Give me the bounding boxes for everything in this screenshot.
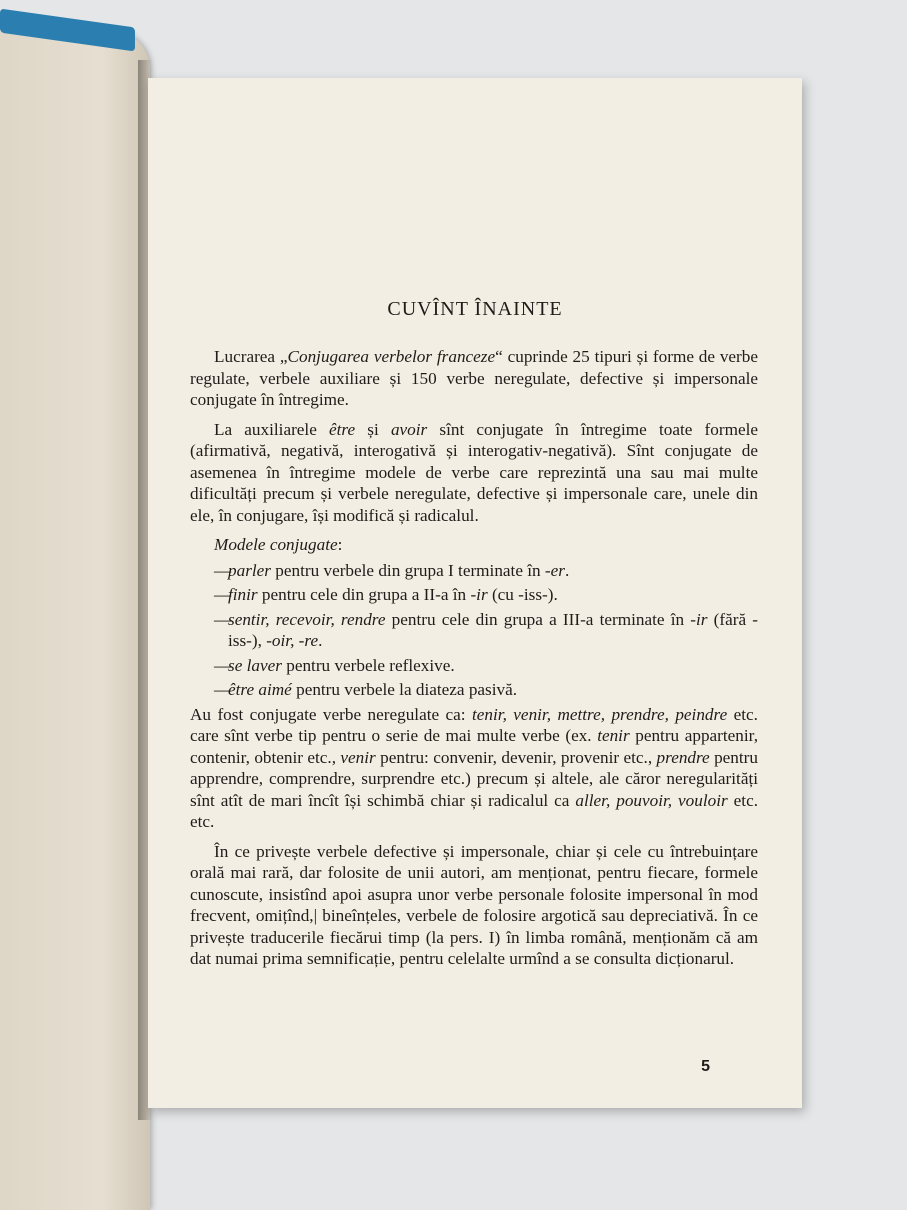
list-item: —parler pentru verbele din grupa I terminate în -er.: [214, 560, 570, 580]
paragraph-auxiliaries: La auxiliarele être și avoir sînt conjugate în întregime toate formele (afirmativă, negativă, interogativă și interogativ-negativă). Sînt conjugate de asemenea în întregime modele de verbe care reprezintă una sau mai multe dificultăți precum și verbele neregulate, defective și impersonale care, unele din ele, în conjugare, își modifică și radicalul.: [190, 419, 758, 525]
book-page: [148, 78, 802, 1108]
left-page: [0, 30, 150, 1210]
list-item: —sentir, recevoir, rendre pentru cele din grupa a III-a terminate în -ir (fără -iss-), -oir, -re.: [214, 609, 758, 650]
page-number: 5: [701, 1058, 710, 1075]
paragraph-irregular: Au fost conjugate verbe neregulate ca: tenir, venir, mettre, prendre, peindre etc. care sînt verbe tip pentru o serie de mai multe verbe (ex. tenir pentru appartenir, contenir, obtenir etc., venir pentru: convenir, devenir, provenir etc., prendre pentru apprendre, comprendre, surprendre etc.) precum și altele, ale căror neregularități sînt atît de mari încît își schimbă chiar și radicalul ca aller, pouvoir, vouloir etc. etc.: [190, 704, 758, 831]
work-title: Conjugarea verbelor franceze: [287, 347, 496, 366]
paragraph-defective: În ce privește verbele defective și impersonale, chiar și cele cu întrebuințare orală mai rară, dar folosite de unii autori, am menționat, pentru fiecare, formele cunoscute, insistînd apoi asupra unor verbe personale folosite impersonal în mod frecvent, omițînd,| bineînțeles, verbele de folosire argotică sau depreciativă. În ce privește traducerile fiecărui timp (la pers. I) în limba română, menționăm că am dat numai prima semnificație, pentru celelalte urmînd a se consulta dicționarul.: [190, 841, 758, 968]
models-heading: Modele conjugate:: [214, 535, 343, 554]
list-item: —finir pentru cele din grupa a II-a în -ir (cu -iss-).: [214, 585, 558, 604]
page-title: CUVÎNT ÎNAINTE: [387, 298, 563, 320]
page-body: [190, 346, 758, 978]
list-item: —se laver pentru verbele reflexive.: [214, 655, 455, 675]
paragraph-intro: Lucrarea „Conjugarea verbelor franceze“ cuprinde 25 tipuri și forme de verbe regulate, verbele auxiliare și 150 verbe neregulate, defective și impersonale conjugate în întregime.: [190, 347, 759, 409]
list-item: —être aimé pentru verbele la diateza pasivă.: [214, 680, 518, 699]
